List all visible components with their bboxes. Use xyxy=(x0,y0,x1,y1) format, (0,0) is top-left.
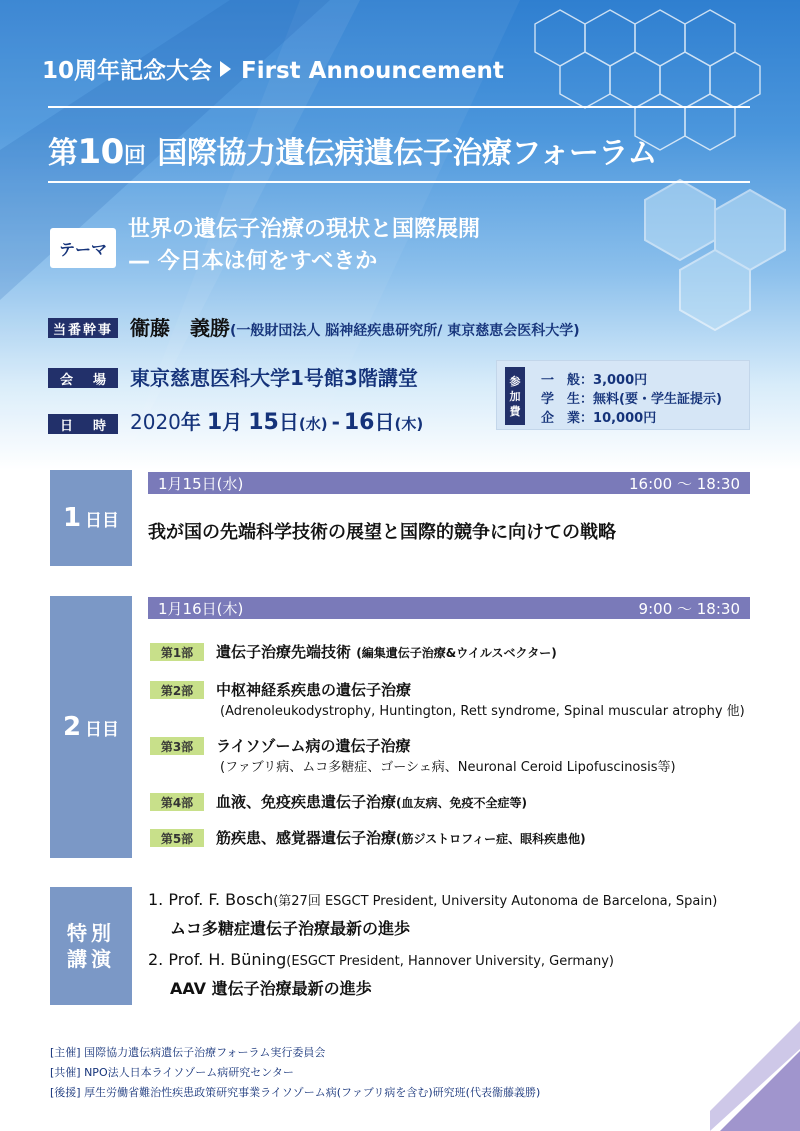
day2-tab xyxy=(50,596,132,858)
session-1-label: 第1部 xyxy=(150,643,204,661)
session-title-text: 血液、免疫疾患遺伝子治療 xyxy=(216,793,397,811)
day2-unit: 日目 xyxy=(85,719,120,740)
fee-label xyxy=(505,367,525,425)
date-year-unit: 年 xyxy=(180,410,201,434)
session-subtitle: (編集遺伝子治療&ウイルスベクター) xyxy=(356,646,557,660)
session-2-label: 第2部 xyxy=(150,681,204,699)
date-day1-unit: 日 xyxy=(278,410,299,434)
organizer-name: 衞藤 義勝 xyxy=(130,316,230,340)
day2-time: 9:00 〜 18:30 xyxy=(638,599,740,618)
day1-date: 1月15日(水) xyxy=(158,474,244,493)
fee-value: 無料(要・学生証提示) xyxy=(593,392,722,407)
date-dow1: (水) xyxy=(298,415,328,433)
play-triangle-icon xyxy=(220,61,231,77)
day1-time: 16:00 〜 18:30 xyxy=(629,474,740,493)
lecture-affiliation: (第27回 ESGCT President, University Autonoma de Barcelona, Spain) xyxy=(273,894,718,909)
fee-category: 企 業 xyxy=(541,411,581,426)
session-3-title xyxy=(216,735,411,756)
session-3-note: (ファブリ病、ムコ多糖症、ゴーシェ病、Neuronal Ceroid Lipofuscinosis等) xyxy=(220,760,676,775)
date-month: 1 xyxy=(206,410,223,435)
session-4-title xyxy=(216,791,527,812)
session-4-label: 第4部 xyxy=(150,793,204,811)
fee-row-student: 学 生：無料(要・学生証提示) xyxy=(541,392,722,407)
fee-row-corporate: 企 業：10,000円 xyxy=(541,411,657,426)
day1-header xyxy=(148,472,750,494)
fee-label-char: 参 xyxy=(509,374,521,388)
date-label-b: 時 xyxy=(92,418,106,434)
day1-unit: 日目 xyxy=(85,510,120,531)
page-title xyxy=(48,128,657,172)
date-month-unit: 月 xyxy=(222,410,243,434)
date-year: 2020 xyxy=(130,410,181,434)
fee-value: 3,000円 xyxy=(593,373,648,388)
venue-label xyxy=(48,368,118,388)
venue-label-a: 会 xyxy=(60,372,74,388)
session-3-label: 第3部 xyxy=(150,737,204,755)
organizer-info xyxy=(130,312,580,341)
organizer-affiliation: (一般財団法人 脳神経疾患研究所/ 東京慈恵会医科大学) xyxy=(230,323,580,339)
session-1-title xyxy=(216,641,557,662)
title-prefix: 第 xyxy=(48,136,78,171)
session-2-title xyxy=(216,679,411,700)
theme-badge: テーマ xyxy=(50,228,116,268)
date-separator: - xyxy=(331,410,340,434)
venue-value: 東京慈恵医科大学1号館3階講堂 xyxy=(130,366,418,390)
session-2-note: (Adrenoleukodystrophy, Huntington, Rett syndrome, Spinal muscular atrophy 他) xyxy=(220,704,745,719)
theme-text xyxy=(128,214,480,278)
fee-box xyxy=(496,360,750,430)
fee-value: 10,000円 xyxy=(593,411,657,426)
day2-date: 1月16日(木) xyxy=(158,599,244,618)
event-subtitle xyxy=(42,52,504,85)
theme-line-2: — 今日本は何をすべきか xyxy=(128,249,378,274)
session-title-text: 筋疾患、感覚器遺伝子治療 xyxy=(216,829,397,847)
fee-category: 一 般 xyxy=(541,373,581,388)
footer-sponsor: [後援] 厚生労働省難治性疾患政策研究事業ライソゾーム病(ファブリ病を含む)研究班(代表衞藤義勝) xyxy=(50,1086,541,1099)
session-subtitle: (筋ジストロフィー症、眼科疾患他) xyxy=(396,832,586,846)
footer-organizer: [主催] 国際協力遺伝病遺伝子治療フォーラム実行委員会 xyxy=(50,1046,326,1059)
lecture-1-speaker xyxy=(148,890,717,909)
corner-stripes-decoration xyxy=(710,1021,800,1131)
footer-cohost: [共催] NPO法人日本ライソゾーム病研究センター xyxy=(50,1066,294,1079)
date-dow2: (木) xyxy=(394,415,424,433)
session-title-text: ライソゾーム病の遺伝子治療 xyxy=(216,737,411,755)
session-5-title xyxy=(216,827,586,848)
title-number: 10 xyxy=(77,132,124,172)
subtitle-en: First Announcement xyxy=(241,58,504,84)
fee-row-general: 一 般：3,000円 xyxy=(541,373,648,388)
session-subtitle: (血友病、免疫不全症等) xyxy=(396,796,527,810)
session-5-label: 第5部 xyxy=(150,829,204,847)
date-day1: 15 xyxy=(248,410,279,435)
special-lecture-tab xyxy=(50,887,132,1005)
lecture-speaker: 2. Prof. H. Büning xyxy=(148,950,287,969)
title-suffix: 回 xyxy=(123,144,146,169)
date-day2: 16 xyxy=(343,410,375,435)
lecture-1-topic: ムコ多糖症遺伝子治療最新の進歩 xyxy=(170,919,411,938)
lecture-2-speaker xyxy=(148,950,614,969)
day2-header xyxy=(148,597,750,619)
title-rule-bottom xyxy=(48,181,750,183)
date-day2-unit: 日 xyxy=(374,410,395,434)
session-title-text: 中枢神経系疾患の遺伝子治療 xyxy=(216,681,412,699)
session-title-text: 遺伝子治療先端技術 xyxy=(216,643,352,661)
day2-number: 2 xyxy=(62,712,82,742)
lecture-2-topic: AAV 遺伝子治療最新の進歩 xyxy=(170,979,372,998)
organizer-label: 当番幹事 xyxy=(48,318,118,338)
lecture-speaker: 1. Prof. F. Bosch xyxy=(148,890,274,909)
day1-program-title: 我が国の先端科学技術の展望と国際的競争に向けての戦略 xyxy=(148,522,616,543)
fee-label-char: 加 xyxy=(509,389,521,403)
lecture-affiliation: (ESGCT President, Hannover University, Germany) xyxy=(286,954,614,969)
title-main: 国際協力遺伝病遺伝子治療フォーラム xyxy=(157,136,658,171)
subtitle-jp: 10周年記念大会 xyxy=(42,58,213,84)
special-label-line2: 講演 xyxy=(67,947,115,971)
fee-category: 学 生 xyxy=(541,392,581,407)
fee-label-char: 費 xyxy=(509,404,521,418)
date-label-a: 日 xyxy=(60,418,74,434)
theme-line-1: 世界の遺伝子治療の現状と国際展開 xyxy=(128,217,481,242)
day1-number: 1 xyxy=(62,503,82,533)
date-value xyxy=(130,406,423,435)
title-rule-top xyxy=(48,106,750,108)
date-label xyxy=(48,414,118,434)
venue-label-b: 場 xyxy=(92,372,106,388)
day1-tab xyxy=(50,470,132,566)
special-label-line1: 特別 xyxy=(67,921,115,945)
